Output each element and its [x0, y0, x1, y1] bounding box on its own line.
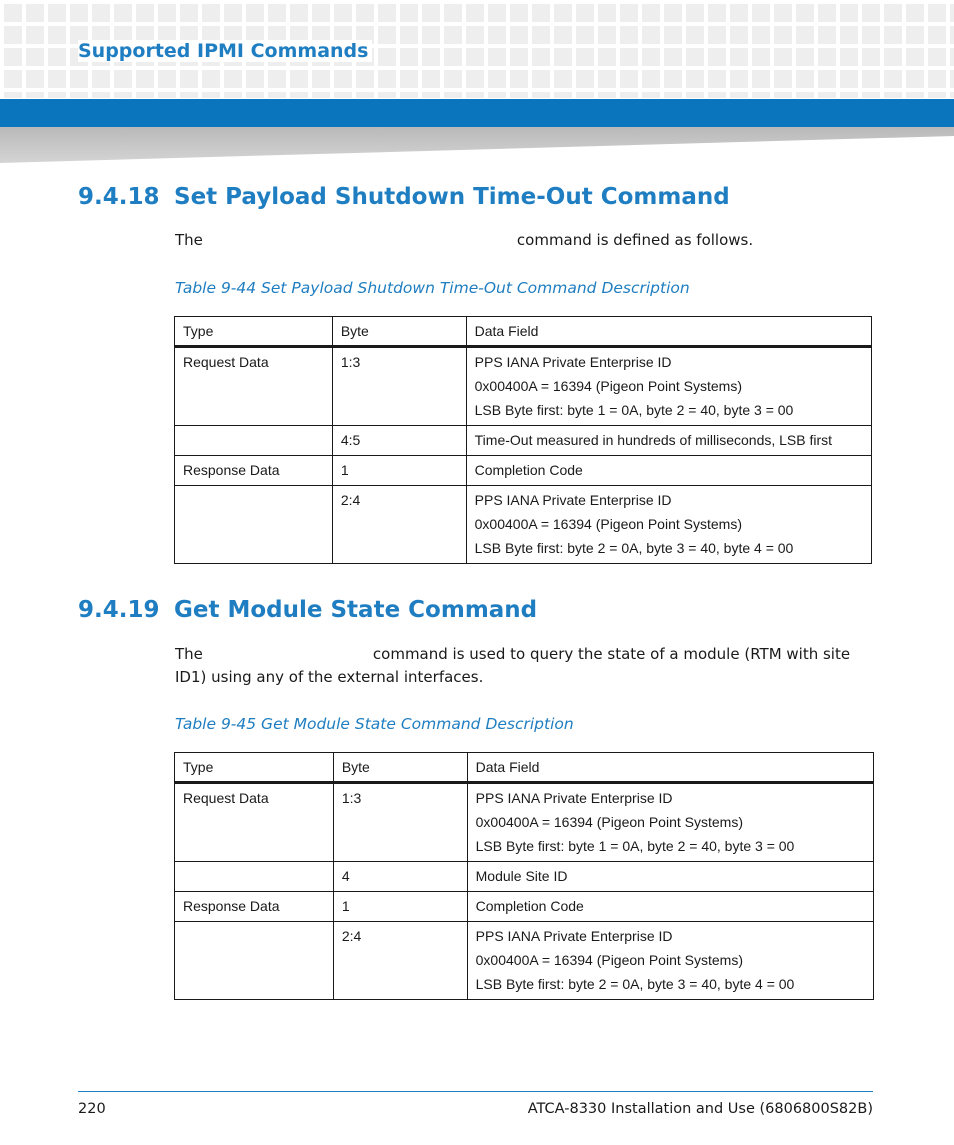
section-title: Set Payload Shutdown Time-Out Command [174, 184, 730, 210]
command-table-9-44 [174, 316, 872, 564]
footer-rule [78, 1091, 873, 1092]
section-intro: The command is used to query the state of a module (RTM with site ID1) using any of the external interfaces. [175, 645, 851, 686]
table-header-row [175, 753, 874, 783]
table-caption-9-45: Table 9-45 Get Module State Command Description [175, 715, 574, 733]
section-number: 9.4.19 [78, 597, 160, 623]
running-header-title: Supported IPMI Commands [78, 40, 372, 62]
type-cell: Response Data [175, 456, 333, 486]
data-field-cell: Module Site ID [467, 862, 873, 892]
type-cell [175, 862, 334, 892]
byte-cell: 1:3 [332, 347, 466, 426]
section-heading-9-4-18 [78, 184, 730, 210]
data-field-cell: PPS IANA Private Enterprise ID 0x00400A = 16394 (Pigeon Point Systems) LSB Byte first: byte 1 = 0A, byte 2 = 40, byte 3 = 00 [467, 783, 873, 862]
type-cell: Request Data [175, 347, 333, 426]
data-field-cell: PPS IANA Private Enterprise ID 0x00400A = 16394 (Pigeon Point Systems) LSB Byte first: byte 2 = 0A, byte 3 = 40, byte 4 = 00 [467, 922, 873, 1000]
section-number: 9.4.18 [78, 184, 160, 210]
document-title: ATCA-8330 Installation and Use (6806800S82B) [527, 1101, 873, 1117]
byte-cell: 1 [333, 892, 467, 922]
table-row [175, 347, 872, 426]
byte-cell: 2:4 [332, 486, 466, 564]
header-blue-band [0, 99, 954, 127]
data-field-cell: PPS IANA Private Enterprise ID 0x00400A = 16394 (Pigeon Point Systems) LSB Byte first: byte 1 = 0A, byte 2 = 40, byte 3 = 00 [466, 347, 871, 426]
column-header: Type [175, 317, 333, 347]
byte-cell: 2:4 [333, 922, 467, 1000]
byte-cell: 1:3 [333, 783, 467, 862]
section-heading-9-4-19 [78, 597, 537, 623]
data-field-cell: Time-Out measured in hundreds of milliseconds, LSB first [466, 426, 871, 456]
column-header: Data Field [466, 317, 871, 347]
section-intro: The command is defined as follows. [175, 231, 754, 249]
header-gray-wedge [0, 127, 954, 163]
byte-cell: 4 [333, 862, 467, 892]
column-header: Data Field [467, 753, 873, 783]
table-row [175, 426, 872, 456]
data-field-cell: PPS IANA Private Enterprise ID 0x00400A = 16394 (Pigeon Point Systems) LSB Byte first: byte 2 = 0A, byte 3 = 40, byte 4 = 00 [466, 486, 871, 564]
data-field-cell: Completion Code [466, 456, 871, 486]
section-title: Get Module State Command [174, 597, 538, 623]
table-header-row [175, 317, 872, 347]
page-number: 220 [78, 1101, 106, 1117]
byte-cell: 1 [332, 456, 466, 486]
table-row [175, 862, 874, 892]
table-caption-9-44: Table 9-44 Set Payload Shutdown Time-Out Command Description [175, 279, 690, 297]
type-cell: Response Data [175, 892, 334, 922]
table-row [175, 486, 872, 564]
type-cell [175, 426, 333, 456]
table-row [175, 922, 874, 1000]
data-field-cell: Completion Code [467, 892, 873, 922]
command-table-9-45 [174, 752, 874, 1000]
type-cell [175, 486, 333, 564]
type-cell [175, 922, 334, 1000]
column-header: Byte [332, 317, 466, 347]
column-header: Type [175, 753, 334, 783]
table-row [175, 456, 872, 486]
byte-cell: 4:5 [332, 426, 466, 456]
type-cell: Request Data [175, 783, 334, 862]
table-row [175, 783, 874, 862]
table-row [175, 892, 874, 922]
column-header: Byte [333, 753, 467, 783]
